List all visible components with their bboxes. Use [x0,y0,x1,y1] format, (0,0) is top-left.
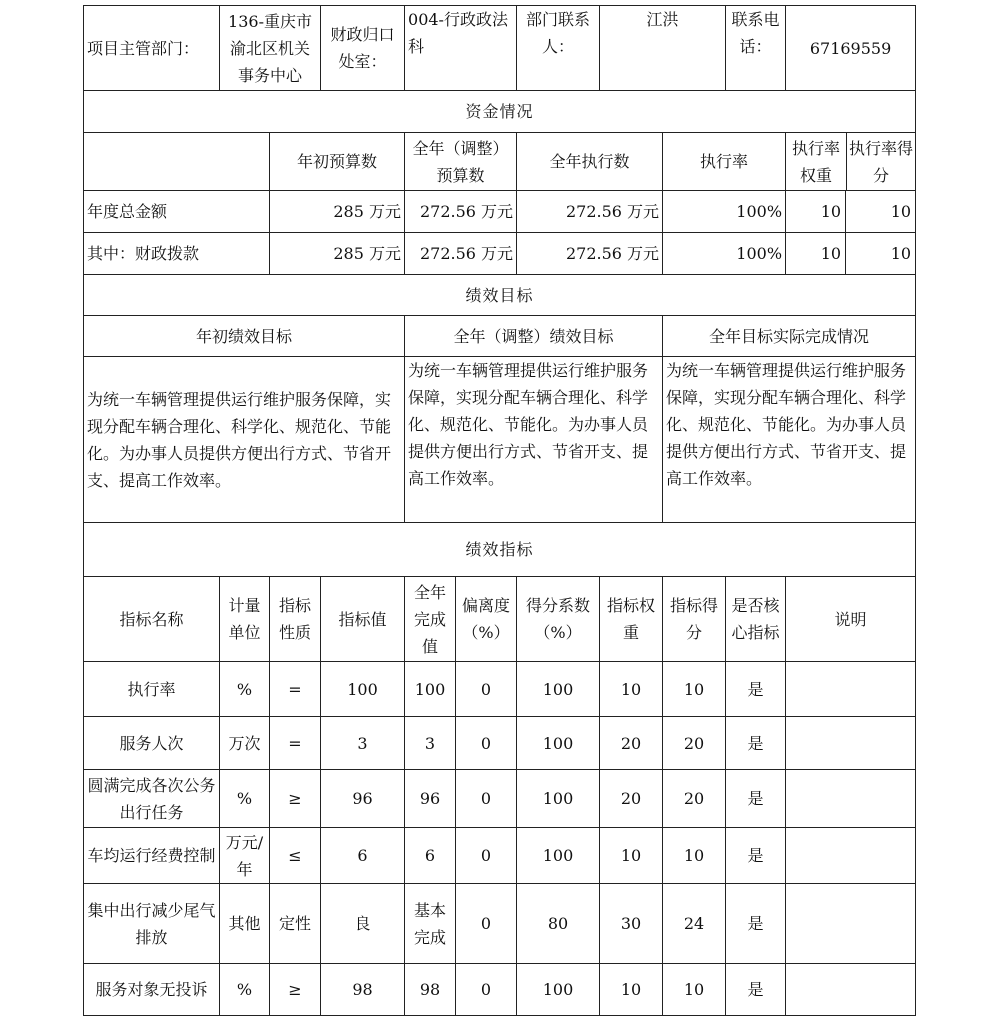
ind-deviation: 0 [456,717,517,770]
funding-score: 10 [890,244,912,263]
ind-core: 是 [726,717,786,770]
ind-unit: 万元/年 [220,828,270,884]
ind-col-weight: 指标权重 [600,577,663,662]
ind-core: 是 [726,828,786,884]
ind-weight: 10 [600,828,663,884]
contact-label: 部门联系人： [517,6,600,91]
ind-deviation: 0 [456,828,517,884]
contact-value: 江洪 [600,6,726,91]
ind-actual: 基本完成 [405,884,456,964]
ind-actual: 3 [405,717,456,770]
ind-nature: = [270,662,321,717]
ind-core: 是 [726,662,786,717]
ind-actual: 96 [405,770,456,828]
ind-unit: % [220,662,270,717]
phone-label: 联系电话： [726,6,786,91]
ind-score: 20 [663,770,726,828]
funding-row [84,233,916,275]
ind-unit: % [220,964,270,1016]
funding-header-row [84,133,916,191]
goals-header-row [84,316,916,357]
indicator-row [84,717,916,770]
goal-actual-text: 为统一车辆管理提供运行维护服务保障，实现分配车辆合理化、科学化、规范化、节能化。为办事人员提供方便出行方式、节省开支、提高工作效率。 [663,357,916,523]
ind-unit: % [220,770,270,828]
funding-initial: 285 万元 [270,233,405,275]
funding-initial: 285 万元 [270,191,405,233]
col-rate-score: 执行率得分 [849,138,914,185]
goal-initial-text: 为统一车辆管理提供运行维护服务保障，实现分配车辆合理化、科学化、规范化、节能化。为办事人员提供方便出行方式、节省开支、提高工作效率。 [84,357,405,523]
ind-actual: 98 [405,964,456,1016]
ind-unit: 万次 [220,717,270,770]
indicator-row [84,884,916,964]
ind-col-name: 指标名称 [84,577,220,662]
ind-target: 98 [321,964,405,1016]
ind-nature: ≥ [270,770,321,828]
ind-note [786,828,916,884]
performance-table [83,5,916,1016]
funding-weight: 10 [786,233,846,274]
ind-score: 10 [663,828,726,884]
ind-col-nature: 指标性质 [270,577,321,662]
funding-row [84,191,916,233]
ind-target: 良 [321,884,405,964]
funding-weight-score [786,233,916,275]
ind-core: 是 [726,770,786,828]
header-row [84,6,916,91]
ind-target: 3 [321,717,405,770]
funding-executed: 272.56 万元 [517,233,663,275]
ind-score: 20 [663,717,726,770]
goal-adjusted-text: 为统一车辆管理提供运行维护服务保障，实现分配车辆合理化、科学化、规范化、节能化。为办事人员提供方便出行方式、节省开支、提高工作效率。 [405,357,663,523]
goal-col-adjusted: 全年（调整）绩效目标 [405,316,663,357]
office-value: 004-行政政法科 [405,6,517,91]
ind-col-core: 是否核心指标 [726,577,786,662]
funding-weight: 10 [786,191,846,232]
ind-note [786,964,916,1016]
indicators-section-title: 绩效指标 [84,523,916,577]
ind-coef: 100 [517,770,600,828]
ind-deviation: 0 [456,770,517,828]
ind-coef: 100 [517,828,600,884]
ind-core: 是 [726,964,786,1016]
funding-row-label: 其中：财政拨款 [84,233,270,275]
indicator-row [84,662,916,717]
ind-name: 车均运行经费控制 [84,828,220,884]
ind-coef: 100 [517,662,600,717]
ind-deviation: 0 [456,884,517,964]
ind-weight: 30 [600,884,663,964]
ind-nature: = [270,717,321,770]
indicator-row [84,964,916,1016]
dept-label: 项目主管部门： [84,6,220,91]
goals-section-title: 绩效目标 [84,275,916,316]
ind-target: 100 [321,662,405,717]
ind-unit: 其他 [220,884,270,964]
dept-value: 136-重庆市渝北区机关事务中心 [220,6,321,91]
funding-executed: 272.56 万元 [517,191,663,233]
ind-score: 24 [663,884,726,964]
col-initial-budget: 年初预算数 [270,133,405,191]
ind-score: 10 [663,964,726,1016]
ind-target: 96 [321,770,405,828]
ind-coef: 80 [517,884,600,964]
goals-content-row [84,357,916,523]
ind-note [786,770,916,828]
ind-col-score: 指标得分 [663,577,726,662]
ind-name: 服务人次 [84,717,220,770]
indicators-header-row [84,577,916,662]
ind-col-target: 指标值 [321,577,405,662]
ind-deviation: 0 [456,662,517,717]
phone-value: 67169559 [786,6,916,91]
ind-weight: 10 [600,964,663,1016]
ind-col-deviation: 偏离度（%） [456,577,517,662]
ind-weight: 20 [600,717,663,770]
col-adjusted-budget: 全年（调整）预算数 [405,133,517,191]
ind-nature: ≤ [270,828,321,884]
ind-col-note: 说明 [786,577,916,662]
ind-actual: 6 [405,828,456,884]
ind-actual: 100 [405,662,456,717]
ind-core: 是 [726,884,786,964]
ind-note [786,884,916,964]
funding-section-title: 资金情况 [84,91,916,133]
ind-nature: 定性 [270,884,321,964]
goal-col-initial: 年初绩效目标 [84,316,405,357]
funding-adjusted: 272.56 万元 [405,191,517,233]
ind-col-coef: 得分系数（%） [517,577,600,662]
ind-col-actual: 全年完成值 [405,577,456,662]
ind-name: 集中出行减少尾气排放 [84,884,220,964]
funding-row-label: 年度总金额 [84,191,270,233]
ind-nature: ≥ [270,964,321,1016]
ind-note [786,717,916,770]
funding-weight-score [786,191,916,233]
office-label: 财政归口处室： [321,6,405,91]
ind-coef: 100 [517,717,600,770]
funding-rate: 100% [663,233,786,275]
ind-name: 执行率 [84,662,220,717]
goal-col-actual: 全年目标实际完成情况 [663,316,916,357]
indicator-row [84,828,916,884]
ind-name: 服务对象无投诉 [84,964,220,1016]
indicator-row [84,770,916,828]
funding-rate: 100% [663,191,786,233]
ind-score: 10 [663,662,726,717]
ind-name: 圆满完成各次公务出行任务 [84,770,220,828]
col-exec-rate: 执行率 [663,133,786,191]
ind-weight: 10 [600,662,663,717]
funding-score: 10 [890,202,912,221]
ind-coef: 100 [517,964,600,1016]
ind-col-unit: 计量单位 [220,577,270,662]
ind-weight: 20 [600,770,663,828]
performance-form [83,5,916,1016]
ind-target: 6 [321,828,405,884]
col-executed: 全年执行数 [517,133,663,191]
funding-corner [84,133,270,191]
col-rate-weight: 执行率权重 [786,133,847,190]
ind-deviation: 0 [456,964,517,1016]
funding-adjusted: 272.56 万元 [405,233,517,275]
col-rate-weight-score [786,133,916,191]
ind-note [786,662,916,717]
